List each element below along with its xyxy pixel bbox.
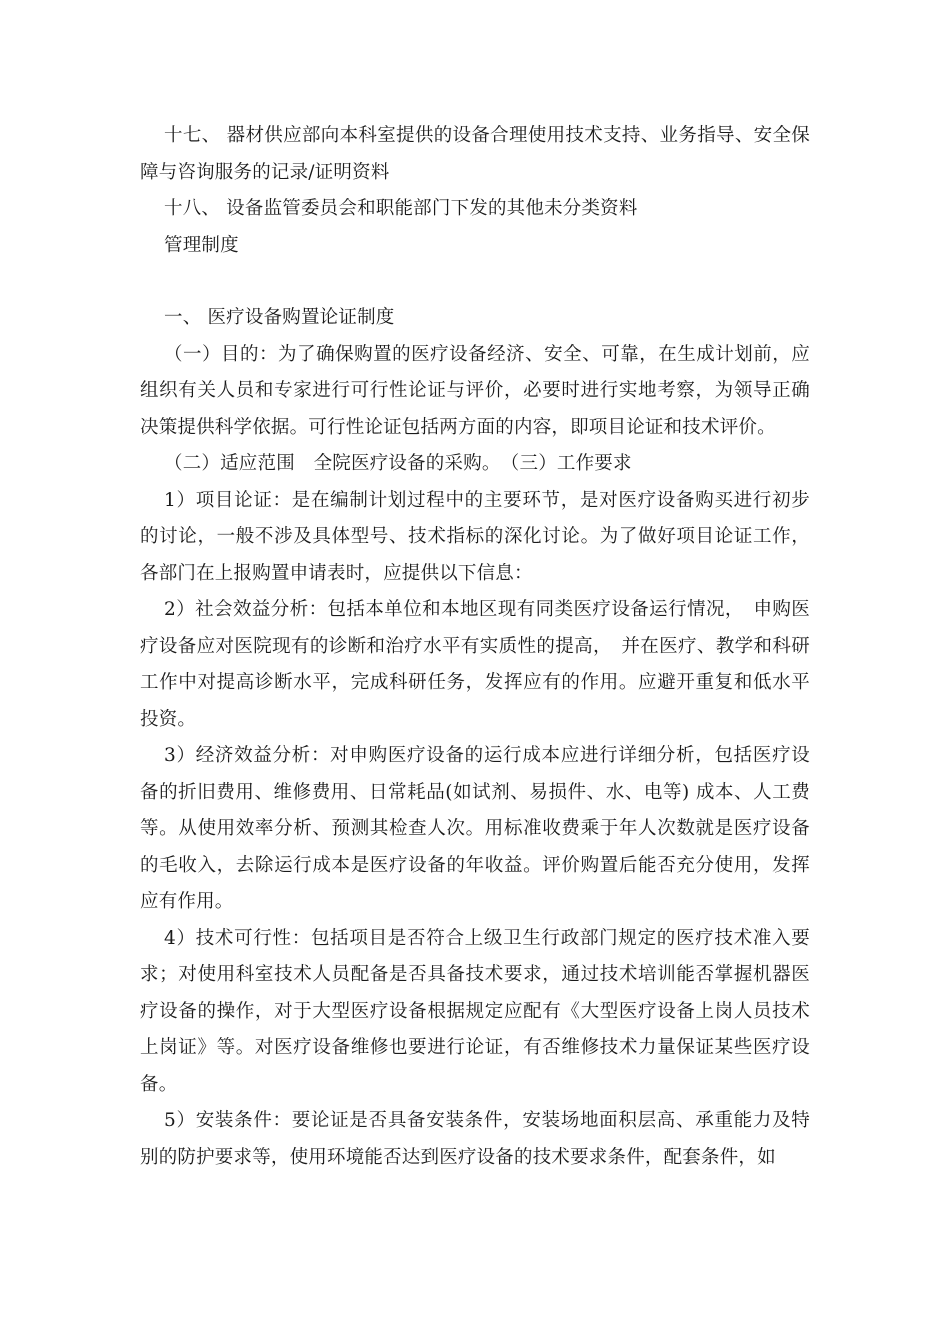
paragraph-economic-benefit: 3）经济效益分析：对申购医疗设备的运行成本应进行详细分析，包括医疗设备的折旧费用、维修费用、日常耗品(如试剂、易损件、水、电等) 成本、人工费等。从使用效率分析、预测其检查人次。用标准收费乘于年人次数就是医疗设备的毛收入，去除运行成本是医疗设备的年收益。评价购置后能否充分使用，发挥应有作用。: [140, 745, 810, 912]
section-heading-management: 管理制度: [164, 234, 239, 256]
section-heading-purchase: 一、 医疗设备购置论证制度: [164, 307, 395, 328]
paragraph-social-benefit: 2）社会效益分析：包括本单位和本地区现有同类医疗设备运行情况， 申购医疗设备应对医院现有的诊断和治疗水平有实质性的提高， 并在医疗、教学和科研工作中对提高诊断水平，完成科研任务，发挥应有的作用。应避开重复和低水平投资。: [140, 599, 810, 730]
paragraph-installation: 5）安装条件：要论证是否具备安装条件，安装场地面积层高、承重能力及特别的防护要求等，使用环境能否达到医疗设备的技术要求条件，配套条件，如: [140, 1110, 810, 1168]
spacer: [140, 264, 810, 300]
paragraph-scope: （二）适应范围 全院医疗设备的采购。 （三）工作要求: [164, 453, 632, 474]
paragraph-purpose: （一）目的：为了确保购置的医疗设备经济、安全、可靠，在生成计划前，应组织有关人员和专家进行可行性论证与评价，必要时进行实地考察，为领导正确决策提供科学依据。可行性论证包括两方面的内容，即项目论证和技术评价。: [140, 343, 810, 438]
list-item-18: 十八、 设备监管委员会和职能部门下发的其他未分类资料: [164, 198, 638, 219]
paragraph-technical-feasibility: 4）技术可行性：包括项目是否符合上级卫生行政部门规定的医疗技术准入要求；对使用科室技术人员配备是否具备技术要求，通过技术培训能否掌握机器医疗设备的操作，对于大型医疗设备根据规定应配有《大型医疗设备上岗人员技术上岗证》等。对医疗设备维修也要进行论证，有否维修技术力量保证某些医疗设备。: [140, 927, 810, 1095]
paragraph-project-review: 1）项目论证：是在编制计划过程中的主要环节，是对医疗设备购买进行初步的讨论，一般不涉及具体型号、技术指标的深化讨论。为了做好项目论证工作，各部门在上报购置申请表时，应提供以下信息：: [140, 489, 810, 584]
list-item-17: 十七、 器材供应部向本科室提供的设备合理使用技术支持、业务指导、安全保障与咨询服务的记录/证明资料: [140, 125, 810, 183]
document-body: [140, 118, 810, 1176]
